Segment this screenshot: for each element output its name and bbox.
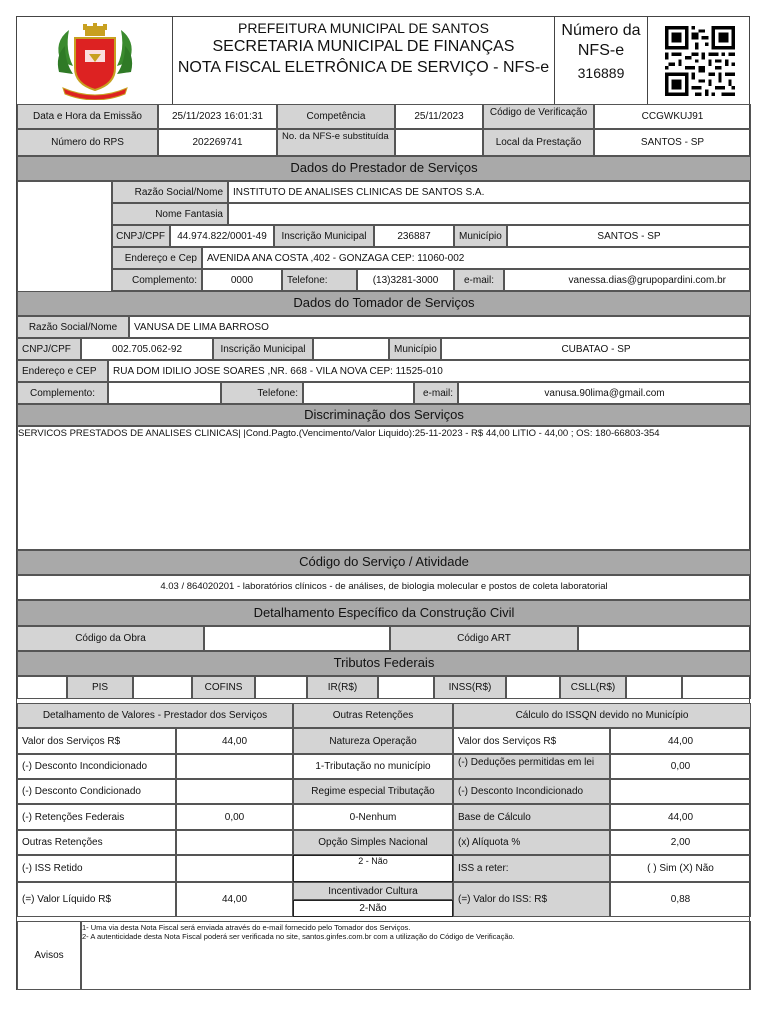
regime-label: Regime especial Tributação bbox=[293, 779, 453, 804]
emissao-label: Data e Hora da Emissão bbox=[17, 104, 158, 129]
prestador-fantasia-value bbox=[228, 203, 751, 225]
competencia-label: Competência bbox=[277, 104, 395, 129]
prestador-email-value: vanessa.dias@grupopardini.com.br bbox=[504, 269, 751, 291]
prestador-complemento-label: Complemento: bbox=[112, 269, 202, 291]
desc-incond-label: (-) Desconto Incondicionado bbox=[17, 754, 176, 779]
deducoes-value: 0,00 bbox=[610, 754, 751, 779]
prestador-cnpj-value: 44.974.822/0001-49 bbox=[170, 225, 274, 247]
incentivador-label: Incentivador Cultura bbox=[293, 882, 453, 900]
valor-servicos-label: Valor dos Serviços R$ bbox=[17, 728, 176, 754]
tomador-razao-value: VANUSA DE LIMA BARROSO bbox=[129, 316, 751, 338]
prestador-complemento-value: 0000 bbox=[202, 269, 282, 291]
numero-nfse-value: 316889 bbox=[577, 65, 625, 81]
prestador-telefone-value: (13)3281-3000 bbox=[357, 269, 454, 291]
tomador-complemento-label: Complemento: bbox=[17, 382, 108, 404]
servicos-section-title: Discriminação dos Serviços bbox=[17, 404, 751, 426]
rps-label: Número do RPS bbox=[17, 129, 158, 156]
inss-value bbox=[506, 676, 560, 699]
ret-fed-value: 0,00 bbox=[176, 804, 293, 830]
desc-incond-value bbox=[176, 754, 293, 779]
prestador-im-label: Inscrição Municipal bbox=[274, 225, 374, 247]
substituida-value bbox=[395, 129, 483, 156]
aviso-line-1: 1- Uma via desta Nota Fiscal será enviada através do e-mail fornecido pelo Tomador dos Serviços. bbox=[82, 923, 411, 932]
ret-fed-label: (-) Retenções Federais bbox=[17, 804, 176, 830]
natureza-label: Natureza Operação bbox=[293, 728, 453, 754]
simples-value: 2 - Não bbox=[293, 855, 453, 882]
prestador-fantasia-label: Nome Fantasia bbox=[112, 203, 228, 225]
verificacao-value: CCGWKUJ91 bbox=[594, 104, 751, 129]
aliquota-value: 2,00 bbox=[610, 830, 751, 855]
iss-reter-value: ( ) Sim (X) Não bbox=[610, 855, 751, 882]
construcao-section-title: Detalhamento Específico da Construção Civil bbox=[17, 600, 751, 626]
tomador-razao-label: Razão Social/Nome bbox=[17, 316, 129, 338]
valores-title-left: Detalhamento de Valores - Prestador dos Serviços bbox=[17, 703, 293, 728]
ir-label: IR(R$) bbox=[307, 676, 378, 699]
simples-label: Opção Simples Nacional bbox=[293, 830, 453, 855]
local-value: SANTOS - SP bbox=[594, 129, 751, 156]
avisos-label: Avisos bbox=[17, 921, 81, 990]
inss-label: INSS(R$) bbox=[434, 676, 506, 699]
tomador-endereco-value: RUA DOM IDILIO JOSE SOARES ,NR. 668 - VILA NOVA CEP: 11525-010 bbox=[108, 360, 751, 382]
prestador-cnpj-label: CNPJ/CPF bbox=[112, 225, 170, 247]
tomador-section-title: Dados do Tomador de Serviços bbox=[17, 291, 751, 316]
outras-ret-value bbox=[176, 830, 293, 855]
substituida-label: No. da NFS-e substituída bbox=[277, 129, 395, 156]
prestador-endereco-value: AVENIDA ANA COSTA ,402 - GONZAGA CEP: 11060-002 bbox=[202, 247, 751, 269]
qr-cell bbox=[648, 17, 751, 104]
emissao-value: 25/11/2023 16:01:31 bbox=[158, 104, 277, 129]
outras-ret-label: Outras Retenções bbox=[17, 830, 176, 855]
base-value: 44,00 bbox=[610, 804, 751, 830]
tomador-cnpj-label: CNPJ/CPF bbox=[17, 338, 81, 360]
servicos-text: SERVICOS PRESTADOS DE ANALISES CLINICAS| |Cond.Pagto.(Vencimento/Valor Liquido):25-11-2023 - R$ 44,00 LITIO - 44,00 ; OS: 180-66803-354 bbox=[18, 428, 660, 439]
regime-value: 0-Nenhum bbox=[293, 804, 453, 830]
tomador-email-value: vanusa.90lima@gmail.com bbox=[458, 382, 751, 404]
valor-iss-label: (=) Valor do ISS: R$ bbox=[453, 882, 610, 917]
competencia-value: 25/11/2023 bbox=[395, 104, 483, 129]
numero-nfse-label: Número da NFS-e bbox=[561, 22, 641, 59]
tomador-email-label: e-mail: bbox=[414, 382, 458, 404]
tomador-telefone-value bbox=[303, 382, 414, 404]
valores-title-mid: Outras Retenções bbox=[293, 703, 453, 728]
tomador-im-value bbox=[313, 338, 389, 360]
r-desc-incond-value bbox=[610, 779, 751, 804]
tributos-spacer-right bbox=[682, 676, 751, 699]
ir-value bbox=[378, 676, 434, 699]
prestador-razao-label: Razão Social/Nome bbox=[112, 181, 228, 203]
pis-value bbox=[133, 676, 192, 699]
csll-value bbox=[626, 676, 682, 699]
csll-label: CSLL(R$) bbox=[560, 676, 626, 699]
desc-cond-value bbox=[176, 779, 293, 804]
aviso-line-2: 2- A autenticidade desta Nota Fiscal poderá ser verificada no site, santos.ginfes.com.br com a utilização do Código de Verificação. bbox=[82, 932, 515, 941]
iss-retido-value bbox=[176, 855, 293, 882]
tomador-telefone-label: Telefone: bbox=[221, 382, 303, 404]
r-valor-servicos-label: Valor dos Serviços R$ bbox=[453, 728, 610, 754]
atividade-section-title: Código do Serviço / Atividade bbox=[17, 550, 751, 575]
deducoes-label: (-) Deduções permitidas em lei bbox=[453, 754, 610, 779]
valor-servicos-value: 44,00 bbox=[176, 728, 293, 754]
header-titles bbox=[173, 17, 555, 104]
natureza-value: 1-Tributação no município bbox=[293, 754, 453, 779]
r-valor-servicos-value: 44,00 bbox=[610, 728, 751, 754]
nfse-document bbox=[16, 16, 750, 990]
numero-nfse-cell bbox=[555, 17, 648, 104]
logo-cell bbox=[17, 17, 173, 104]
tomador-municipio-value: CUBATAO - SP bbox=[441, 338, 751, 360]
art-label: Código ART bbox=[390, 626, 578, 651]
prestador-section-title: Dados do Prestador de Serviços bbox=[17, 156, 751, 181]
r-desc-incond-label: (-) Desconto Incondicionado bbox=[453, 779, 610, 804]
local-label: Local da Prestação bbox=[483, 129, 594, 156]
incentivador-value: 2-Não bbox=[293, 900, 453, 917]
aliquota-label: (x) Alíquota % bbox=[453, 830, 610, 855]
tomador-im-label: Inscrição Municipal bbox=[213, 338, 313, 360]
santos-coat-of-arms-icon bbox=[51, 22, 139, 100]
valores-title-right: Cálculo do ISSQN devido no Município bbox=[453, 703, 751, 728]
prestador-im-value: 236887 bbox=[374, 225, 454, 247]
secretaria-title: SECRETARIA MUNICIPAL DE FINANÇAS bbox=[212, 38, 515, 56]
servicos-box bbox=[17, 426, 751, 550]
tributos-spacer-left bbox=[17, 676, 67, 699]
prestador-municipio-label: Município bbox=[454, 225, 507, 247]
prestador-razao-value: INSTITUTO DE ANALISES CLINICAS DE SANTOS S.A. bbox=[228, 181, 751, 203]
prestador-logo-area bbox=[17, 181, 112, 305]
nota-fiscal-title: NOTA FISCAL ELETRÔNICA DE SERVIÇO - NFS-e bbox=[177, 58, 550, 76]
pis-label: PIS bbox=[67, 676, 133, 699]
obra-value bbox=[204, 626, 390, 651]
prestador-email-label: e-mail: bbox=[454, 269, 504, 291]
rps-value: 202269741 bbox=[158, 129, 277, 156]
verificacao-label: Código de Verificação bbox=[483, 104, 594, 129]
desc-cond-label: (-) Desconto Condicionado bbox=[17, 779, 176, 804]
prestador-telefone-label: Telefone: bbox=[282, 269, 357, 291]
valor-iss-value: 0,88 bbox=[610, 882, 751, 917]
cofins-value bbox=[255, 676, 307, 699]
cofins-label: COFINS bbox=[192, 676, 255, 699]
prestador-endereco-label: Endereço e Cep bbox=[112, 247, 202, 269]
tomador-complemento-value bbox=[108, 382, 221, 404]
valor-liquido-value: 44,00 bbox=[176, 882, 293, 917]
obra-label: Código da Obra bbox=[17, 626, 204, 651]
base-label: Base de Cálculo bbox=[453, 804, 610, 830]
prestador-municipio-value: SANTOS - SP bbox=[507, 225, 751, 247]
tomador-cnpj-value: 002.705.062-92 bbox=[81, 338, 213, 360]
iss-retido-label: (-) ISS Retido bbox=[17, 855, 176, 882]
art-value bbox=[578, 626, 751, 651]
qr-code-icon bbox=[665, 26, 735, 96]
atividade-text: 4.03 / 864020201 - laboratórios clínicos - de análises, de biologia molecular e postos de coleta laboratorial bbox=[17, 575, 751, 600]
prefeitura-title: PREFEITURA MUNICIPAL DE SANTOS bbox=[237, 20, 489, 36]
iss-reter-label: ISS a reter: bbox=[453, 855, 610, 882]
valor-liquido-label: (=) Valor Líquido R$ bbox=[17, 882, 176, 917]
avisos-box bbox=[81, 921, 751, 990]
tomador-municipio-label: Município bbox=[389, 338, 441, 360]
tributos-section-title: Tributos Federais bbox=[17, 651, 751, 676]
tomador-endereco-label: Endereço e CEP bbox=[17, 360, 108, 382]
